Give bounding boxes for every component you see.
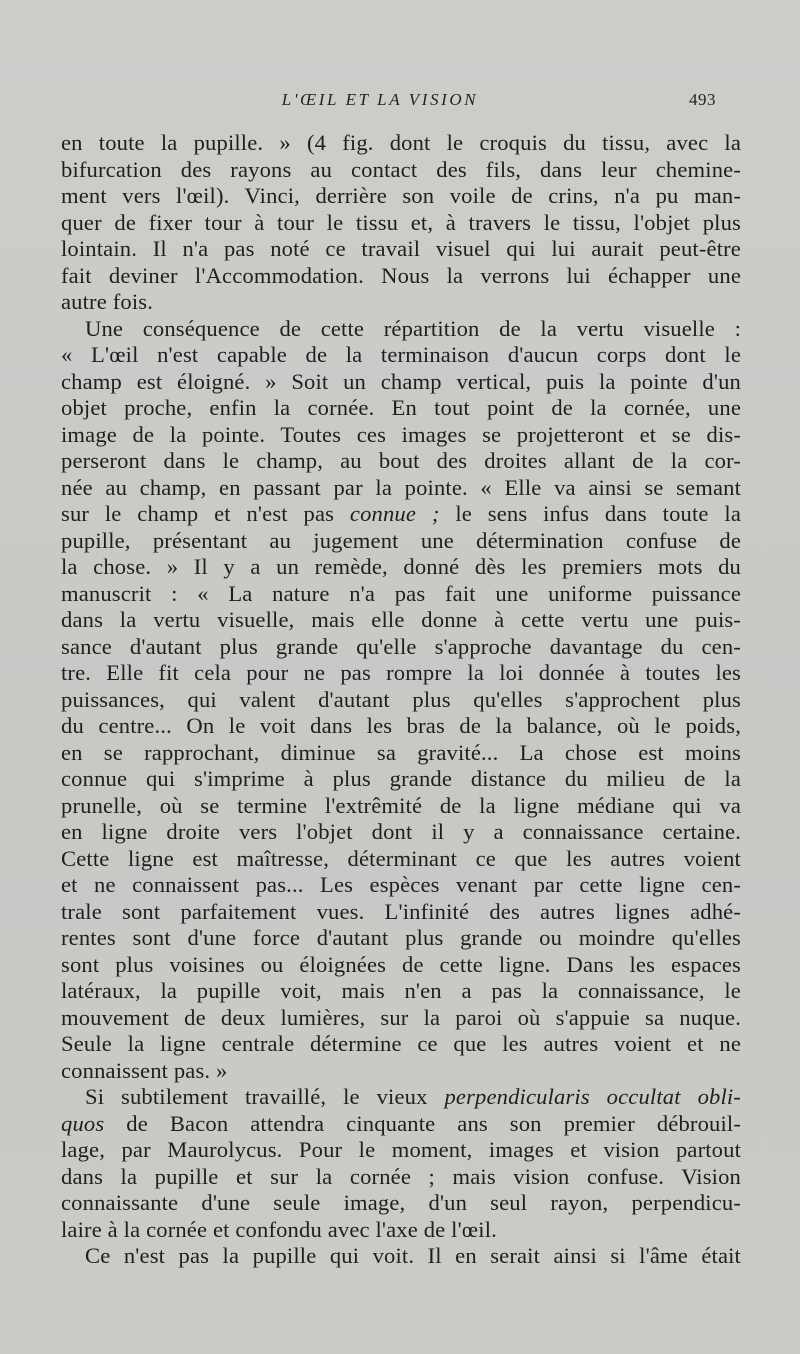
- text-line: lage, par Maurolycus. Pour le moment, images et vision partout: [61, 1137, 741, 1162]
- text-segment: sur le champ et n'est pas: [61, 501, 350, 526]
- text-line: [61, 1084, 741, 1111]
- text-line: mouvement de deux lumières, sur la paroi où s'appuie sa nuque.: [61, 1004, 741, 1030]
- text-line: trale sont parfaitement vues. L'infinité des autres lignes adhé-: [61, 898, 741, 924]
- text-line: la chose. » Il y a un remède, donné dès les premiers mots du: [61, 554, 741, 579]
- text-line: connaissent pas. »: [61, 1057, 228, 1083]
- text-line: prunelle, où se termine l'extrêmité de la ligne médiane qui va: [61, 792, 741, 818]
- text-line: « L'œil n'est capable de la terminaison d'aucun corps dont le: [61, 342, 741, 367]
- text-line: perseront dans le champ, au bout des droites allant de la cor-: [61, 448, 741, 473]
- text-line: [61, 1111, 741, 1138]
- text-line: en ligne droite vers l'objet dont il y a connaissance certaine.: [61, 819, 741, 844]
- text-line: rentes sont d'une force d'autant plus grande ou moindre qu'elles: [61, 925, 741, 950]
- body-text: [61, 130, 741, 1270]
- text-line: lointain. Il n'a pas noté ce travail visuel qui lui aurait peut-être: [61, 236, 741, 261]
- text-line: manuscrit : « La nature n'a pas fait une uniforme puissance: [61, 580, 741, 606]
- text-line: image de la pointe. Toutes ces images se projetteront et se dis-: [61, 421, 741, 447]
- text-line: du centre... On le voit dans les bras de la balance, où le poids,: [61, 713, 741, 738]
- text-line: tre. Elle fit cela pour ne pas rompre la loi donnée à toutes les: [61, 660, 741, 685]
- text-segment: Si subtilement travaillé, le vieux: [85, 1084, 445, 1109]
- text-line: Ce n'est pas la pupille qui voit. Il en serait ainsi si l'âme était: [85, 1243, 741, 1268]
- text-line: objet proche, enfin la cornée. En tout point de la cornée, une: [61, 395, 741, 420]
- text-line: latéraux, la pupille voit, mais n'en a pas la connaissance, le: [61, 978, 741, 1003]
- running-title: L'ŒIL ET LA VISION: [281, 90, 479, 109]
- text-line: connaissante d'une seule image, d'un seul rayon, perpendicu-: [61, 1190, 741, 1215]
- text-line: Cette ligne est maîtresse, déterminant ce que les autres voient: [61, 845, 741, 871]
- text-line: pupille, présentant au jugement une détermination confuse de: [61, 527, 741, 553]
- text-segment: le sens infus dans toute la: [439, 501, 742, 526]
- text-line: née au champ, en passant par la pointe. « Elle va ainsi se semant: [61, 474, 741, 500]
- text-segment: de Bacon attendra cinquante ans son premier débrouil-: [104, 1110, 741, 1136]
- text-line: autre fois.: [61, 289, 153, 314]
- italic-phrase: perpendicularis occultat obli-: [444, 1084, 741, 1109]
- text-line: dans la pupille et sur la cornée ; mais vision confuse. Vision: [61, 1163, 741, 1189]
- text-line: ment vers l'œil). Vinci, derrière son voile de crins, n'a pu man-: [61, 183, 741, 208]
- text-line: et ne connaissent pas... Les espèces venant par cette ligne cen-: [61, 872, 741, 897]
- text-line: laire à la cornée et confondu avec l'axe de l'œil.: [61, 1216, 497, 1242]
- text-line: fait deviner l'Accommodation. Nous la verrons lui échapper une: [61, 262, 741, 288]
- text-line: dans la vertu visuelle, mais elle donne à cette vertu une puis-: [61, 607, 741, 632]
- text-line: sance d'autant plus grande qu'elle s'approche davantage du cen-: [61, 633, 741, 659]
- text-line: connue qui s'imprime à plus grande distance du milieu de la: [61, 766, 741, 791]
- italic-phrase: connue ;: [349, 501, 440, 526]
- text-line: champ est éloigné. » Soit un champ vertical, puis la pointe d'un: [61, 368, 741, 394]
- running-head: [0, 88, 800, 114]
- text-line: quer de fixer tour à tour le tissu et, à travers le tissu, l'objet plus: [61, 209, 741, 235]
- text-line: en toute la pupille. » (4 fig. dont le croquis du tissu, avec la: [61, 130, 741, 155]
- page-number: 493: [689, 90, 716, 109]
- text-line: bifurcation des rayons au contact des fils, dans leur chemine-: [61, 156, 741, 182]
- text-line: en se rapprochant, diminue sa gravité... La chose est moins: [61, 739, 741, 765]
- text-line: Seule la ligne centrale détermine ce que les autres voient et ne: [61, 1031, 741, 1056]
- text-line: [61, 501, 741, 528]
- text-line: puissances, qui valent d'autant plus qu'elles s'approchent plus: [61, 686, 741, 712]
- italic-phrase: quos: [61, 1110, 105, 1136]
- text-line: Une conséquence de cette répartition de la vertu visuelle :: [85, 315, 741, 341]
- text-line: sont plus voisines ou éloignées de cette ligne. Dans les espaces: [61, 951, 741, 977]
